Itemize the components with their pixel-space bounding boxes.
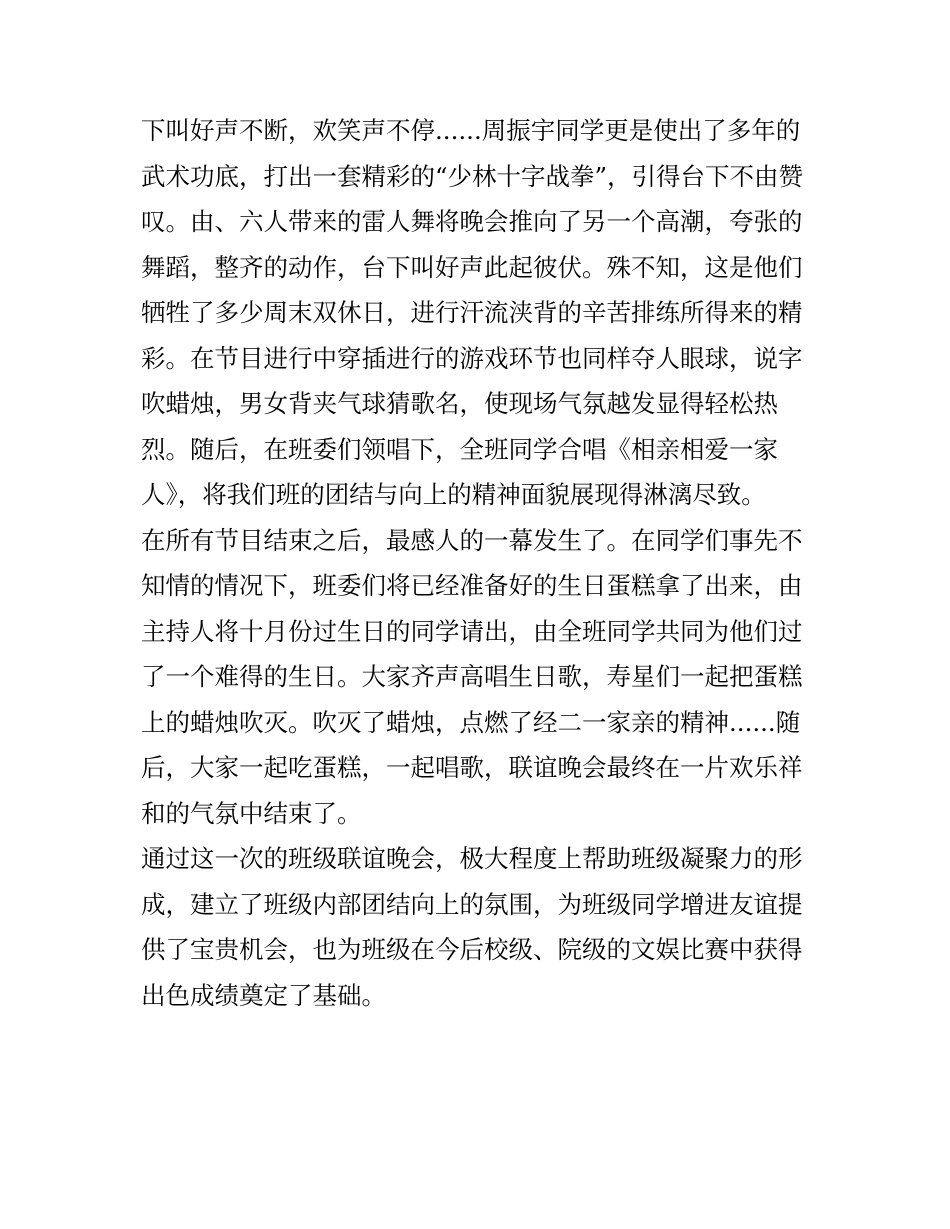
text-line: 上的蜡烛吹灭。吹灭了蜡烛，点燃了经二一家亲的精神......随 [141,707,801,737]
text-line: 人》，将我们班的团结与向上的精神面貌展现得淋漓尽致。 [141,480,766,509]
text-line: 吹蜡烛，男女背夹气球猜歌名，使现场气氛越发显得轻松热 [141,389,778,418]
paragraph-birthday-celebration [141,518,821,837]
text-line: 供了宝贵机会，也为班级在今后校级、院级的文娱比赛中获得 [141,935,803,964]
paragraph-conclusion [141,836,821,1018]
text-line: 通过这一次的班级联谊晚会，极大程度上帮助班级凝聚力的形 [141,844,803,873]
text-line: 知情的情况下，班委们将已经准备好的生日蛋糕拿了出来，由 [141,571,803,600]
text-line: 下叫好声不断，欢笑声不停......周振宇同学更是使出了多年的 [141,116,801,145]
text-line: 牺牲了多少周末双休日，进行汗流浃背的辛苦排练所得来的精 [141,298,803,327]
text-line: 武术功底，打出一套精彩的“少林十字战拳”，引得台下不由赞 [141,161,804,191]
text-line: 彩。在节目进行中穿插进行的游戏环节也同样夺人眼球，说字 [141,343,803,373]
text-line: 成，建立了班级内部团结向上的氛围，为班级同学增进友谊提 [141,889,803,919]
text-line: 舞蹈，整齐的动作，台下叫好声此起彼伏。殊不知，这是他们 [141,252,803,282]
text-line: 出色成绩奠定了基础。 [141,980,386,1010]
text-line: 后，大家一起吃蛋糕，一起唱歌，联谊晚会最终在一片欢乐祥 [141,753,803,782]
document-body [141,108,821,1018]
text-line: 了一个难得的生日。大家齐声高唱生日歌，寿星们一起把蛋糕 [141,662,803,691]
text-line: 主持人将十月份过生日的同学请出，由全班同学共同为他们过 [141,616,803,646]
text-line: 叹。由、六人带来的雷人舞将晚会推向了另一个高潮，夸张的 [141,207,803,236]
text-line: 烈。随后，在班委们领唱下，全班同学合唱《相亲相爱一家 [141,434,778,464]
text-line: 在所有节目结束之后，最感人的一幕发生了。在同学们事先不 [141,525,803,555]
paragraph-party-performances [141,108,821,518]
text-line: 和的气氛中结束了。 [141,798,362,828]
